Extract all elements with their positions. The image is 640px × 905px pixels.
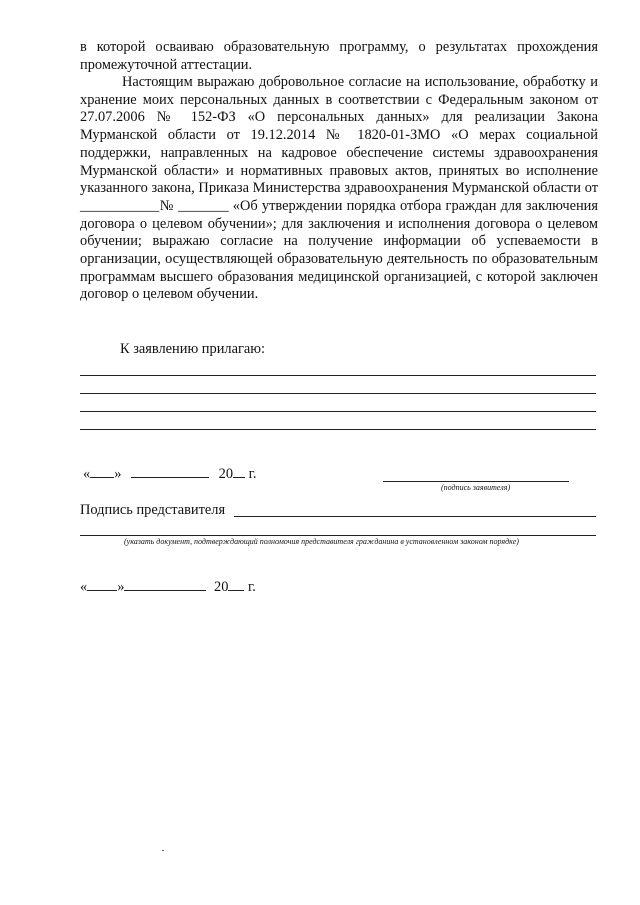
year-blank — [228, 578, 244, 591]
day-blank — [87, 578, 117, 591]
representative-document-line — [80, 535, 596, 536]
year-prefix: 20 — [218, 466, 234, 482]
month-blank — [124, 578, 206, 591]
date-line-2 — [80, 578, 256, 596]
date-close-quote: » — [114, 466, 122, 482]
date-close-quote: » — [117, 579, 125, 595]
attachment-line-4 — [80, 429, 596, 430]
year-prefix: 20 — [214, 579, 229, 595]
attachments-label: К заявлению прилагаю: — [120, 341, 266, 357]
month-blank — [131, 465, 209, 478]
representative-document-caption: (указать документ, подтверждающий полномочия представителя гражданина в установленном законом порядке) — [124, 537, 519, 546]
year-blank — [233, 465, 245, 478]
day-blank — [90, 465, 114, 478]
scan-speck — [162, 850, 164, 851]
attachment-line-1 — [80, 375, 596, 376]
applicant-signature-caption: (подпись заявителя) — [441, 483, 511, 492]
date-open-quote: « — [80, 579, 88, 595]
representative-label: Подпись представителя — [80, 502, 226, 518]
paragraph-continuation: в которой осваиваю образовательную программу, о результатах прохождения промежуточной аттестации. — [80, 39, 598, 73]
year-suffix: г. — [245, 466, 257, 482]
paragraph-consent: Настоящим выражаю добровольное согласие на использование, обработку и хранение моих персональных данных в соответствии с Федеральным законом от 27.07.2006 № 152-ФЗ «О персональных данных» для реализации Закона Мурманской области от 19.12.2014 № 1820-01-ЗМО «О мерах социальной поддержки, направленных на кадровое обеспечение системы здравоохранения Мурманской области» и нормативных правовых актов, принятых во исполнение указанного закона, Приказа Министерства здравоохранения Мурманской области от ___________№ _______ «Об утверждении порядка отбора граждан для заключения договора о целевом обучении»; для заключения и исполнения договора о целевом обучении; выражаю согласие на получение информации об успеваемости в организации, осуществляющей образовательную деятельность по образовательным программам высшего образования медицинской организацией, с которой заключен договор о целевом обучении. — [80, 74, 598, 303]
attachment-line-3 — [80, 411, 596, 412]
attachment-line-2 — [80, 393, 596, 394]
date-line-1 — [83, 465, 257, 483]
year-suffix: г. — [244, 579, 256, 595]
applicant-signature-line — [383, 481, 569, 482]
date-open-quote: « — [83, 466, 91, 482]
representative-signature-line — [234, 516, 596, 517]
